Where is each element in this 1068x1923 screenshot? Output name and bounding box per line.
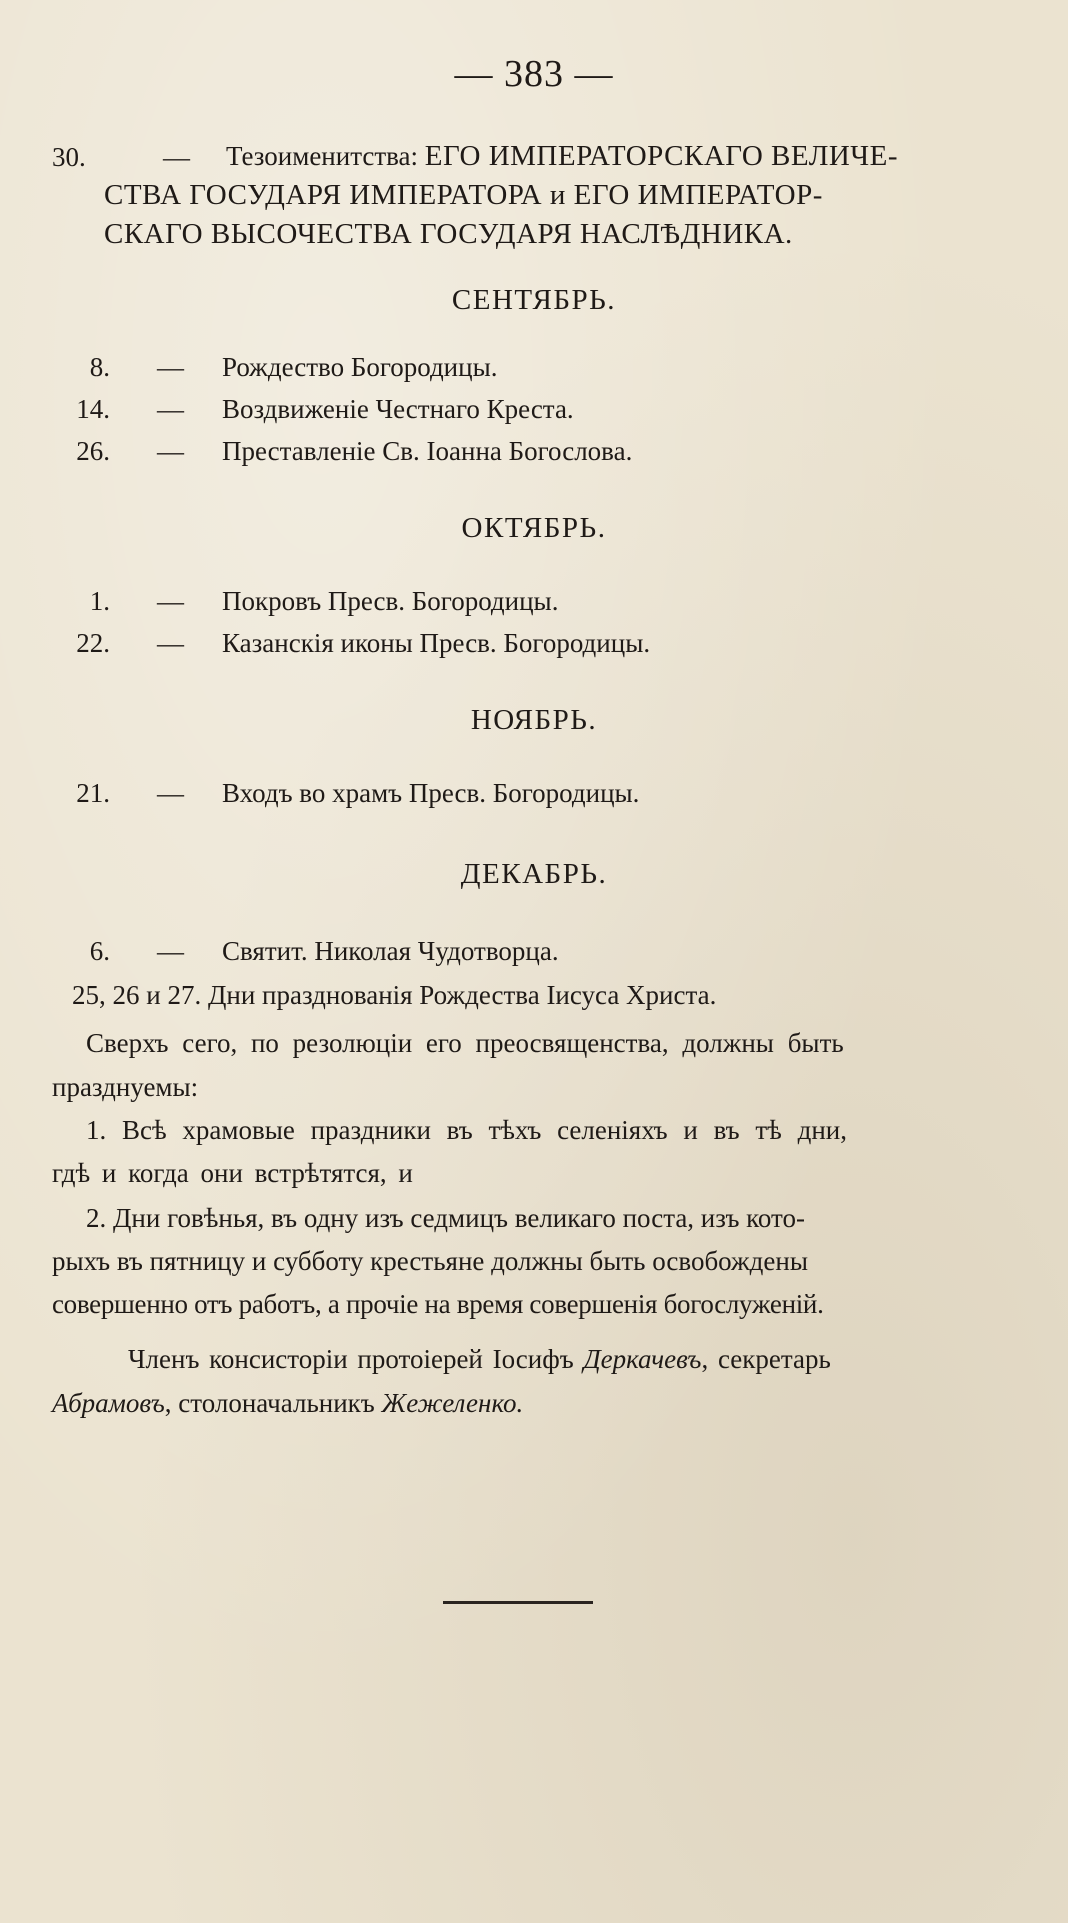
month-title-september: СЕНТЯБРЬ. <box>451 284 617 316</box>
item-30-line-2: СТВА ГОСУДАРЯ ИМПЕРАТОРА и ЕГО ИМПЕРАТОР- <box>104 179 823 211</box>
entry-dash: — <box>157 352 184 382</box>
signature-name-zhezhelenko: Жежеленко. <box>381 1388 524 1418</box>
signature-text-a: Членъ консисторіи протоіерей Іосифъ <box>128 1344 584 1374</box>
signature-name-derkachev: Деркачевъ <box>583 1344 702 1374</box>
item-2-line-2: рыхъ въ пятницу и субботу крестьяне должны быть освобождены <box>52 1246 808 1276</box>
signature-text-c: , секретарь <box>701 1344 831 1374</box>
entry-text: Входъ во храмъ Пресв. Богородицы. <box>222 778 640 808</box>
christmas-line: 25, 26 и 27. Дни празднованія Рождества Іисуса Христа. <box>72 980 717 1010</box>
item-2-line-1: 2. Дни говѣнья, въ одну изъ седмицъ великаго поста, изъ кото- <box>86 1203 805 1233</box>
item-30-line-1 <box>226 142 898 171</box>
signature-line-1 <box>128 1346 831 1373</box>
signature-name-abramov: Абрамовъ <box>52 1388 165 1418</box>
month-title-november: НОЯБРЬ. <box>470 704 598 736</box>
entry-text: Святит. Николая Чудотворца. <box>222 936 559 966</box>
entry-text: Казанскія иконы Пресв. Богородицы. <box>222 628 651 658</box>
entry-dash: — <box>157 936 184 966</box>
entry-text: Рождество Богородицы. <box>222 352 498 382</box>
entry-number: 6. <box>89 936 110 966</box>
page-number: — 383 — <box>454 53 614 95</box>
item-30-line-3: СКАГО ВЫСОЧЕСТВА ГОСУДАРЯ НАСЛѢДНИКА. <box>104 218 793 250</box>
item-1-line-1: 1. Всѣ храмовые праздники въ тѣхъ селеніяхъ и въ тѣ дни, <box>86 1115 847 1145</box>
item-30-caps-1: ЕГО ИМПЕРАТОРСКАГО ВЕЛИЧЕ- <box>424 140 899 172</box>
item-1-line-2: гдѣ и когда они встрѣтятся, и <box>52 1158 413 1188</box>
entry-dash: — <box>157 628 184 658</box>
entry-number: 21. <box>76 778 110 808</box>
extra-line-1: Сверхъ сего, по резолюціи его преосвященства, должны быть <box>86 1028 844 1058</box>
entry-number: 26. <box>76 436 110 466</box>
month-title-october: ОКТЯБРЬ. <box>461 512 607 544</box>
item-30-number: 30. <box>52 142 86 172</box>
entry-dash: — <box>157 436 184 466</box>
entry-dash: — <box>157 394 184 424</box>
entry-number: 1. <box>89 586 110 616</box>
month-title-december: ДЕКАБРЬ. <box>460 858 608 890</box>
item-2-line-3: совершенно отъ работъ, а прочіе на время совершенія богослуженій. <box>52 1289 824 1319</box>
entry-dash: — <box>157 778 184 808</box>
closing-rule <box>443 1601 593 1604</box>
signature-text-b: , столоначальникъ <box>164 1388 382 1418</box>
entry-number: 14. <box>76 394 110 424</box>
extra-line-2: празднуемы: <box>52 1072 199 1102</box>
entry-number: 8. <box>89 352 110 382</box>
entry-text: Преставленіе Св. Іоанна Богослова. <box>222 436 633 466</box>
signature-line-2 <box>52 1390 523 1417</box>
entry-dash: — <box>157 586 184 616</box>
item-30-dash: — <box>163 142 190 172</box>
entry-number: 22. <box>76 628 110 658</box>
entry-text: Покровъ Пресв. Богородицы. <box>222 586 559 616</box>
entry-text: Воздвиженіе Честнаго Креста. <box>222 394 574 424</box>
item-30-prefix: Тезоименитства: <box>226 141 425 171</box>
